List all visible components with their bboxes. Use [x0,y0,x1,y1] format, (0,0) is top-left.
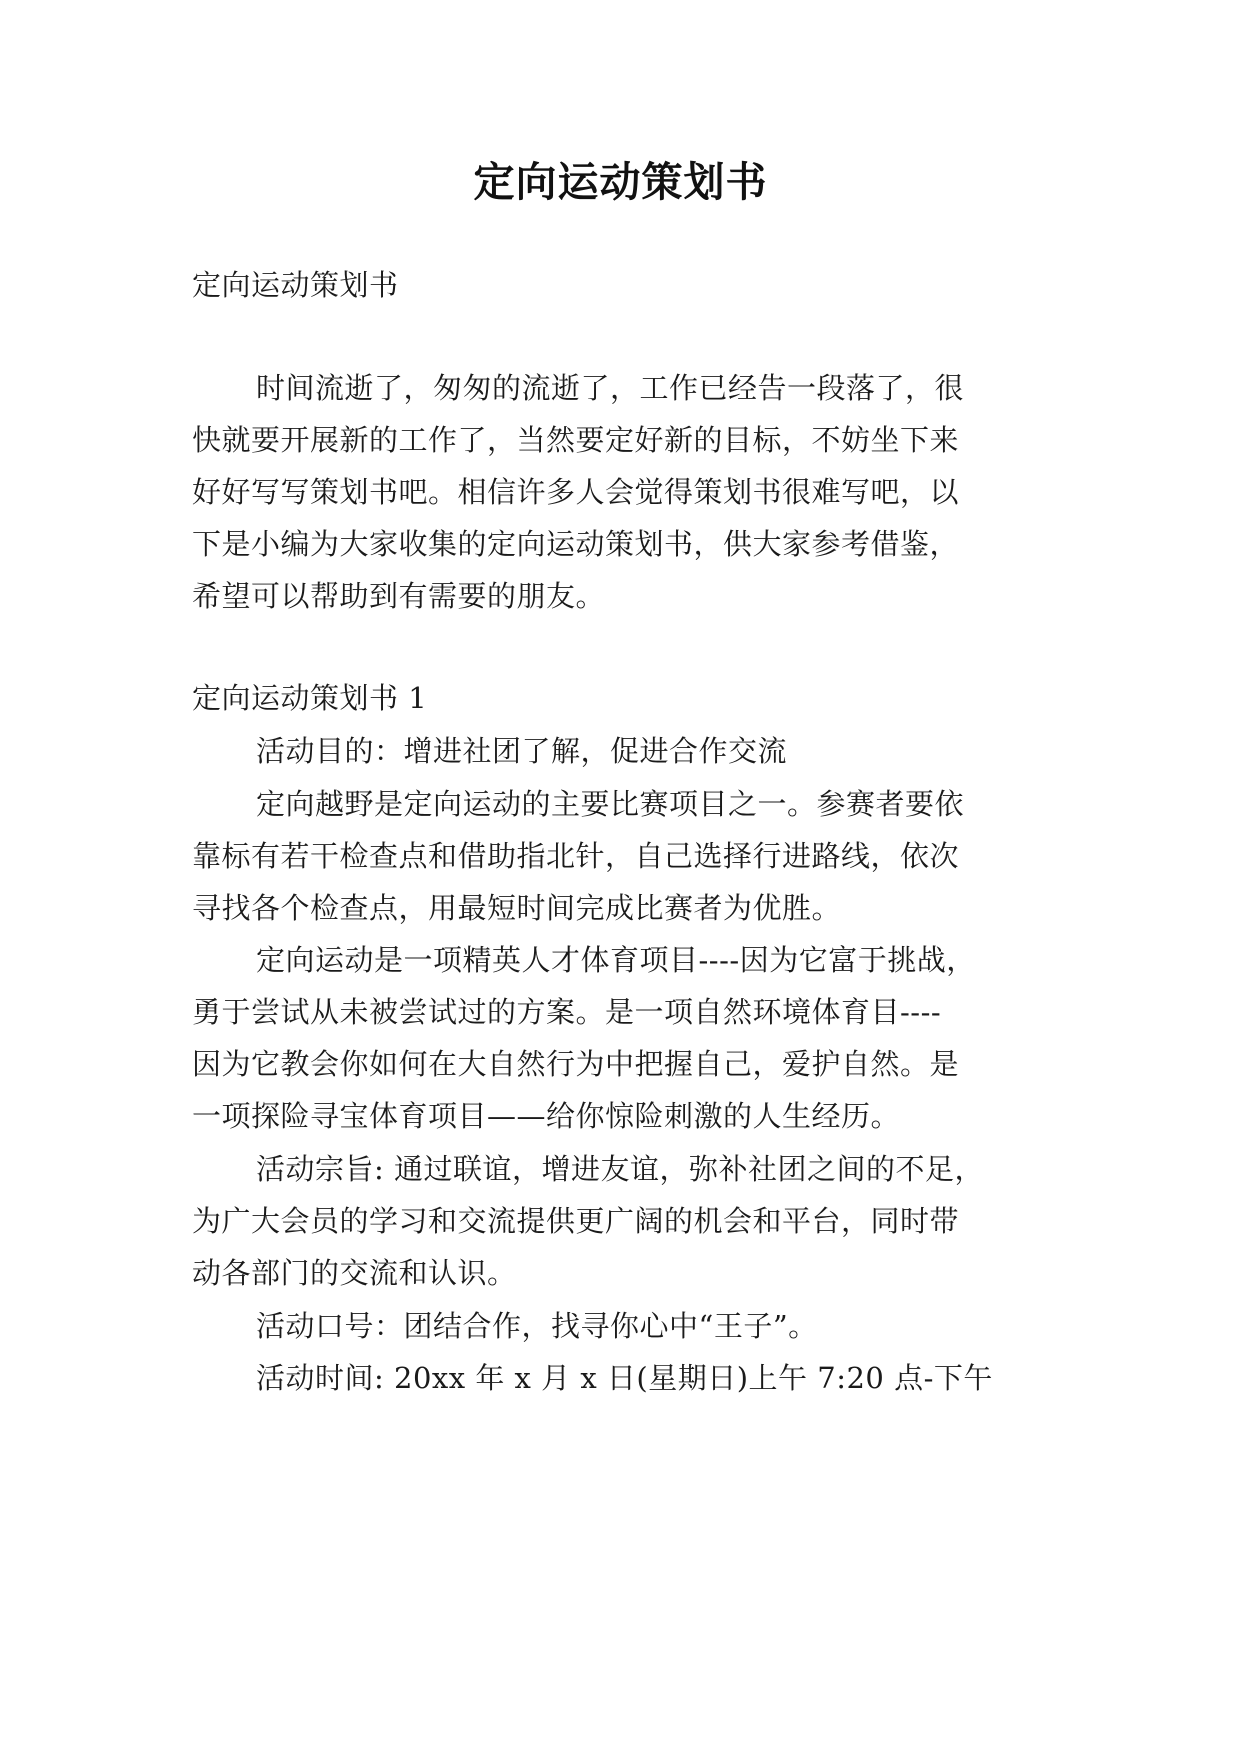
section-line-3: 靠标有若干检查点和借助指北针，自己选择行进路线，依次 [192,839,960,873]
section-line-2: 定向越野是定向运动的主要比赛项目之一。参赛者要依 [256,787,965,821]
section-line-10: 为广大会员的学习和交流提供更广阔的机会和平台，同时带 [192,1204,960,1238]
section-line-13: 活动时间: 20xx 年 x 月 x 日(星期日)上午 7:20 点-下午 [256,1361,993,1395]
section-line-1: 活动目的：增进社团了解，促进合作交流 [256,734,788,768]
intro-line-1: 时间流逝了，匆匆的流逝了，工作已经告一段落了，很 [256,371,965,405]
section-line-7: 因为它教会你如何在大自然行为中把握自己，爱护自然。是 [192,1047,960,1081]
section-line-4: 寻找各个检查点，用最短时间完成比赛者为优胜。 [192,891,842,925]
section-line-12: 活动口号：团结合作，找寻你心中“王子”。 [256,1309,818,1343]
section-line-5: 定向运动是一项精英人才体育项目----因为它富于挑战， [256,943,976,977]
document-subtitle: 定向运动策划书 [192,268,399,302]
section-line-6: 勇于尝试从未被尝试过的方案。是一项自然环境体育目---- [192,995,942,1029]
intro-line-4: 下是小编为大家收集的定向运动策划书，供大家参考借鉴， [192,527,960,561]
section-line-8: 一项探险寻宝体育项目——给你惊险刺激的人生经历。 [192,1099,901,1133]
section-line-11: 动各部门的交流和认识。 [192,1256,517,1290]
intro-line-2: 快就要开展新的工作了，当然要定好新的目标，不妨坐下来 [192,423,960,457]
intro-line-5: 希望可以帮助到有需要的朋友。 [192,579,606,613]
intro-line-3: 好好写写策划书吧。相信许多人会觉得策划书很难写吧，以 [192,475,960,509]
document-title: 定向运动策划书 [473,158,768,206]
section-line-9: 活动宗旨: 通过联谊，增进友谊，弥补社团之间的不足， [256,1152,984,1186]
section-heading: 定向运动策划书 1 [192,681,428,715]
